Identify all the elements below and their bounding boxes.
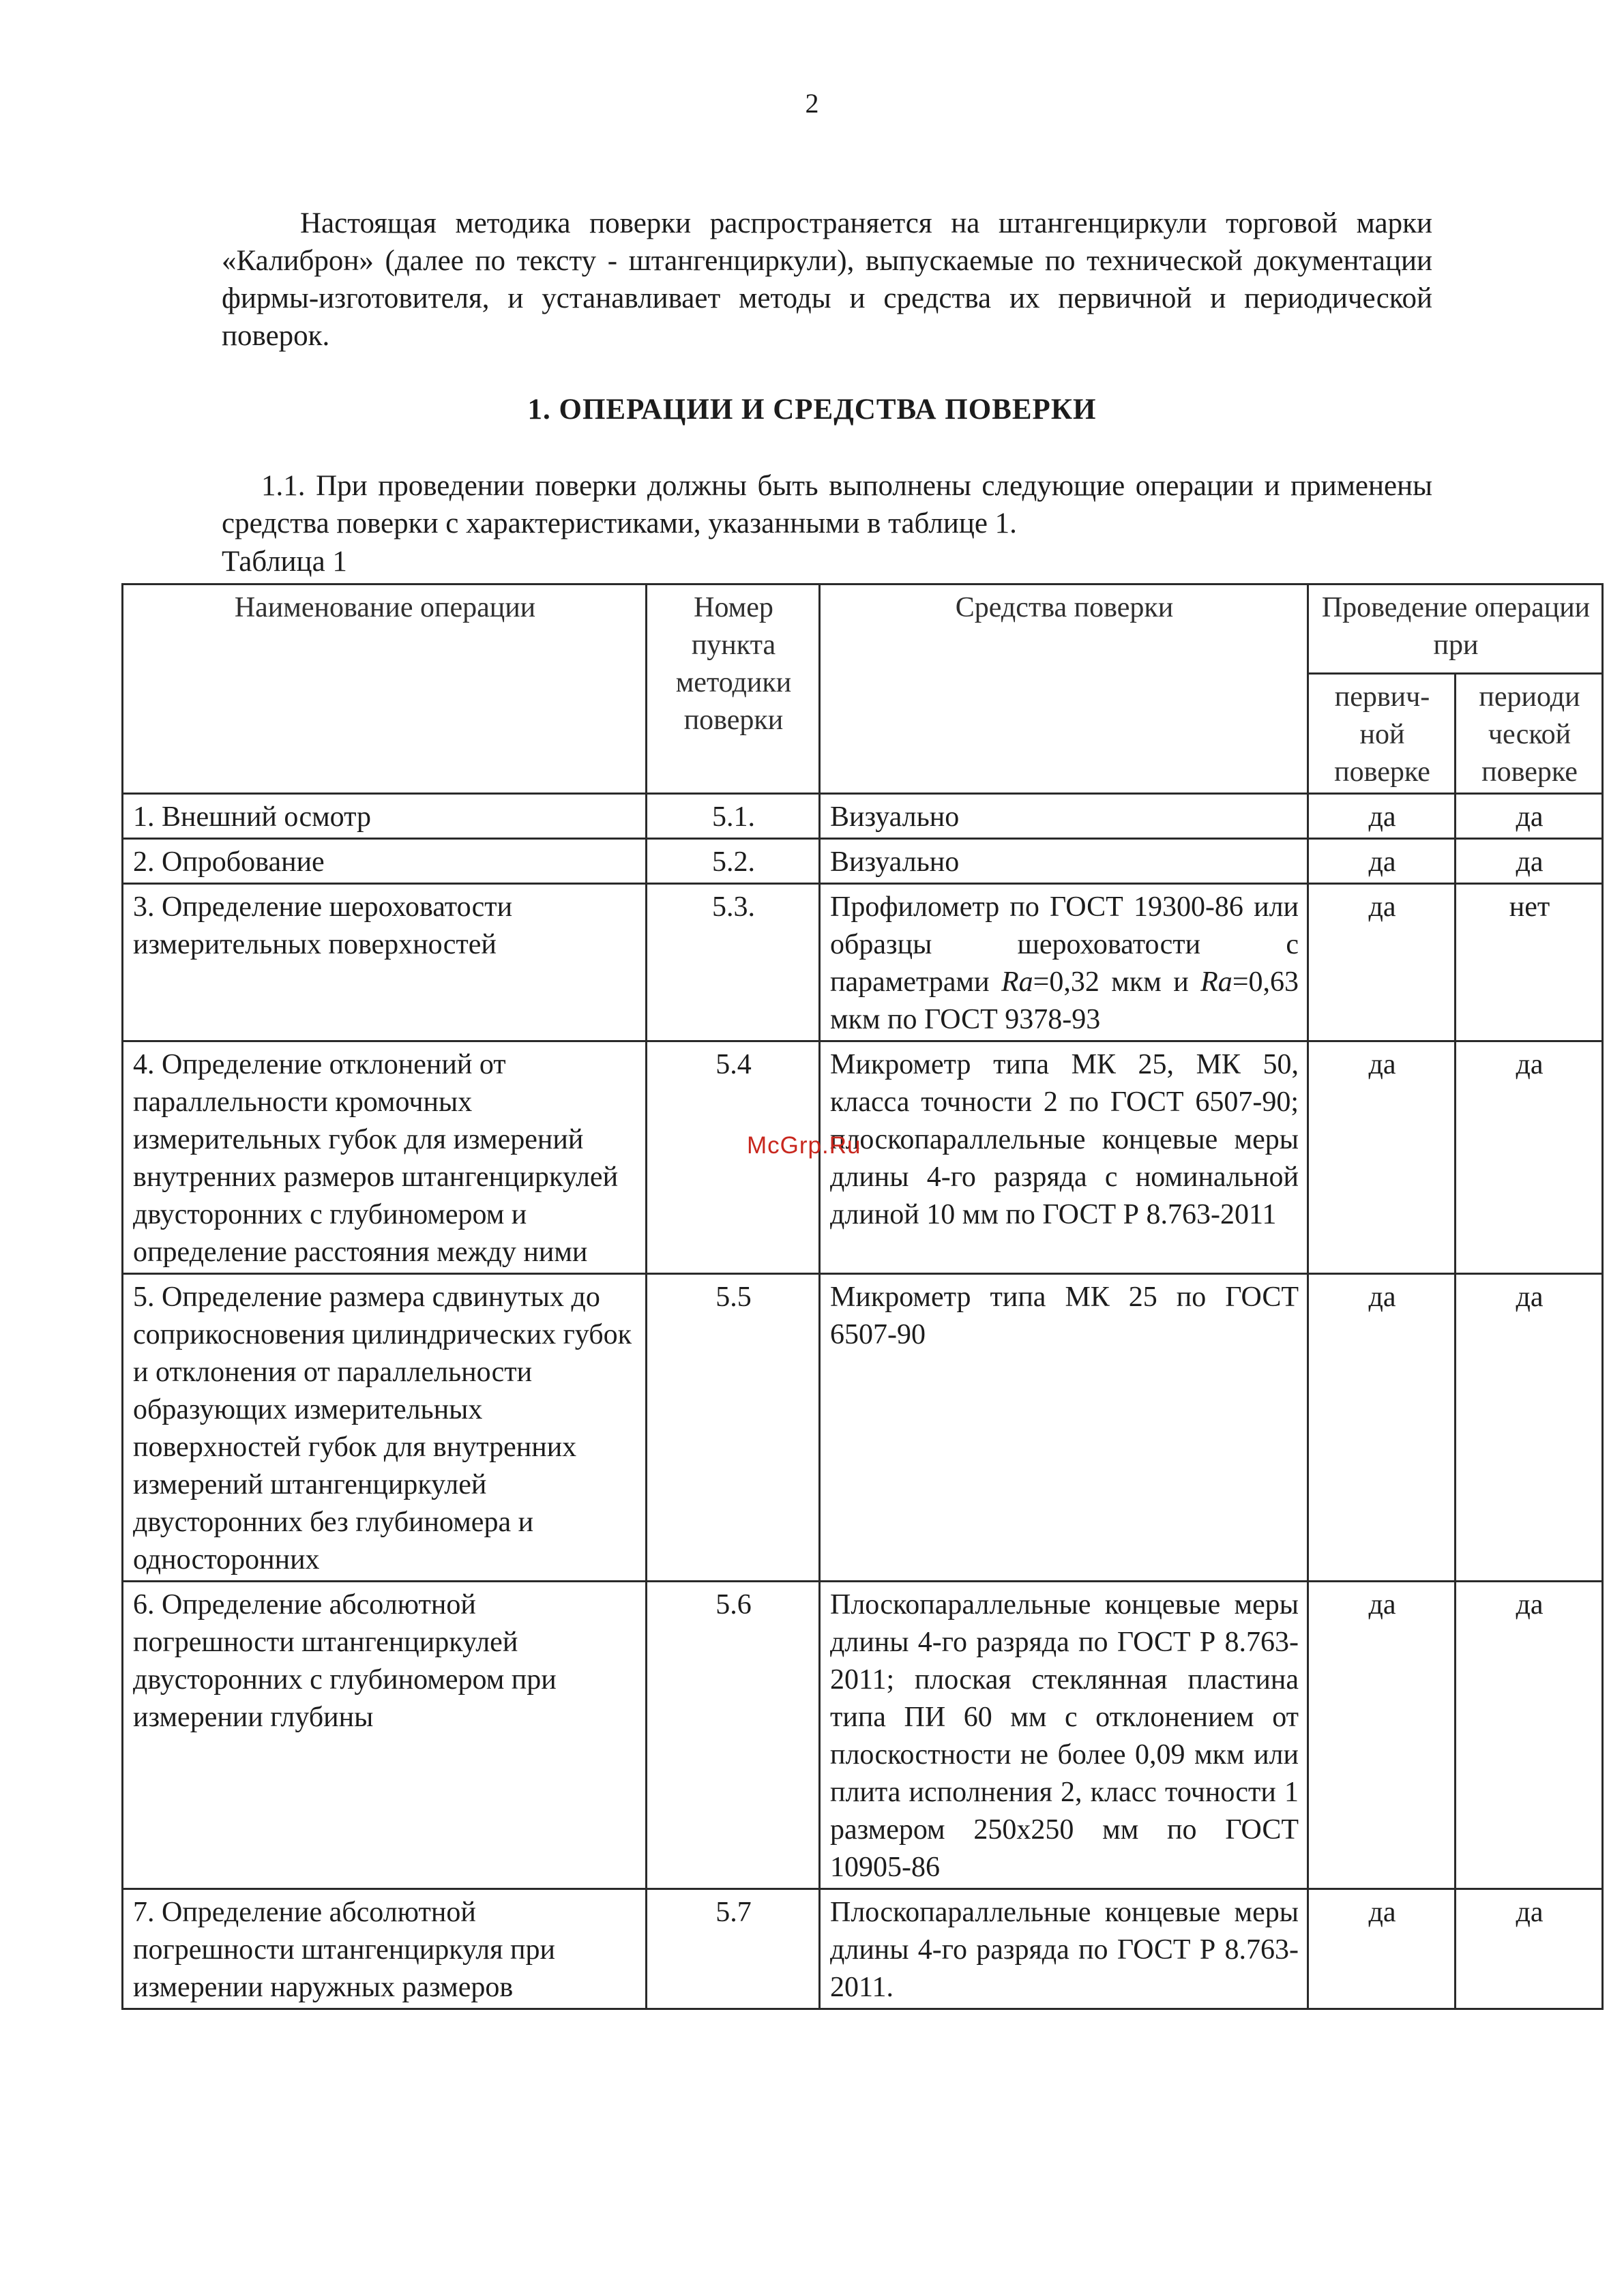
primary-cell: да — [1308, 1041, 1456, 1274]
operation-cell: 5. Определение размера сдвинутых до соприкосновения цилиндрических губок и отклонения от параллельности образующих измерительных поверхностей губок для внутренних измерений штангенциркулей двусторонних без глубиномера и односторонних — [123, 1274, 647, 1582]
means-text-part: =0,63 мкм по ГОСТ 9378-93 — [830, 966, 1299, 1035]
page-number: 2 — [805, 88, 819, 119]
table-caption: Таблица 1 — [222, 546, 347, 578]
table-row — [123, 884, 1603, 1041]
table-row — [123, 794, 1603, 839]
means-cell — [820, 884, 1308, 1041]
paragraph-1-1: 1.1. При проведении поверки должны быть выполнены следующие операции и применены средства поверки с характеристиками, указанными в таблице 1. — [222, 470, 1432, 539]
means-cell: Микрометр типа МК 25 по ГОСТ 6507-90 — [820, 1274, 1308, 1582]
operation-cell: 1. Внешний осмотр — [123, 794, 647, 839]
item-cell: 5.4 — [647, 1041, 820, 1274]
table-row — [123, 1274, 1603, 1582]
means-cell: Микрометр типа МК 25, МК 50, класса точности 2 по ГОСТ 6507-90; плоскопараллельные концевые меры длины 4-го разряда с номинальной длиной 10 мм по ГОСТ Р 8.763-2011 — [820, 1041, 1308, 1274]
periodic-cell: нет — [1456, 884, 1603, 1041]
periodic-cell: да — [1456, 1274, 1603, 1582]
operations-table — [121, 583, 1604, 2010]
primary-cell: да — [1308, 794, 1456, 839]
means-cell: Визуально — [820, 794, 1308, 839]
header-means: Средства поверки — [820, 584, 1308, 794]
primary-cell: да — [1308, 839, 1456, 884]
periodic-cell: да — [1456, 839, 1603, 884]
periodic-cell: да — [1456, 1041, 1603, 1274]
ra-symbol: Ra — [1200, 966, 1232, 998]
primary-cell: да — [1308, 1582, 1456, 1889]
header-operation: Наименование операции — [123, 584, 647, 794]
item-cell: 5.3. — [647, 884, 820, 1041]
periodic-cell: да — [1456, 1582, 1603, 1889]
section-heading: 1. ОПЕРАЦИИ И СРЕДСТВА ПОВЕРКИ — [527, 394, 1097, 426]
primary-cell: да — [1308, 884, 1456, 1041]
primary-cell: да — [1308, 1889, 1456, 2009]
item-cell: 5.6 — [647, 1582, 820, 1889]
watermark-logo: McGrp.Ru — [747, 1132, 861, 1159]
item-cell: 5.7 — [647, 1889, 820, 2009]
operation-cell: 4. Определение отклонений от параллельности кромочных измерительных губок для измерений внутренних размеров штангенциркулей двусторонних с глубиномером и определение расстояния между ними — [123, 1041, 647, 1274]
item-cell: 5.1. — [647, 794, 820, 839]
table-row — [123, 1889, 1603, 2009]
operation-cell: 2. Опробование — [123, 839, 647, 884]
header-periodic: периоди ческой поверке — [1456, 674, 1603, 794]
header-primary: первич-ной поверке — [1308, 674, 1456, 794]
table-header-row — [123, 584, 1603, 674]
operation-cell: 3. Определение шероховатости измерительных поверхностей — [123, 884, 647, 1041]
periodic-cell: да — [1456, 1889, 1603, 2009]
table-row — [123, 839, 1603, 884]
item-cell: 5.2. — [647, 839, 820, 884]
ra-symbol: Ra — [1001, 966, 1033, 998]
operation-cell: 7. Определение абсолютной погрешности штангенциркуля при измерении наружных размеров — [123, 1889, 647, 2009]
means-cell: Плоскопараллельные концевые меры длины 4-го разряда по ГОСТ Р 8.763-2011. — [820, 1889, 1308, 2009]
means-cell: Визуально — [820, 839, 1308, 884]
table-row — [123, 1041, 1603, 1274]
operation-cell: 6. Определение абсолютной погрешности штангенциркулей двусторонних с глубиномером при измерении глубины — [123, 1582, 647, 1889]
header-conducted: Проведение операции при — [1308, 584, 1603, 674]
item-cell: 5.5 — [647, 1274, 820, 1582]
means-cell: Плоскопараллельные концевые меры длины 4-го разряда по ГОСТ Р 8.763-2011; плоская стеклянная пластина типа ПИ 60 мм с отклонением от плоскостности не более 0,09 мкм или плита исполнения 2, класс точности 1 размером 250x250 мм по ГОСТ 10905-86 — [820, 1582, 1308, 1889]
means-text-part: =0,32 мкм и — [1033, 966, 1201, 998]
header-item-number: Номер пункта методики поверки — [647, 584, 820, 794]
periodic-cell: да — [1456, 794, 1603, 839]
primary-cell: да — [1308, 1274, 1456, 1582]
means-text-part: Профилометр по ГОСТ 19300-86 или образцы шероховатости с параметрами — [830, 891, 1299, 998]
table-row — [123, 1582, 1603, 1889]
intro-paragraph: Настоящая методика поверки распространяется на штангенциркули торговой марки «Калиброн» (далее по тексту - штангенциркули), выпускаемые по технической документации фирмы-изготовителя, и устанавливает методы и средства их первичной и периодической поверок. — [222, 207, 1432, 352]
